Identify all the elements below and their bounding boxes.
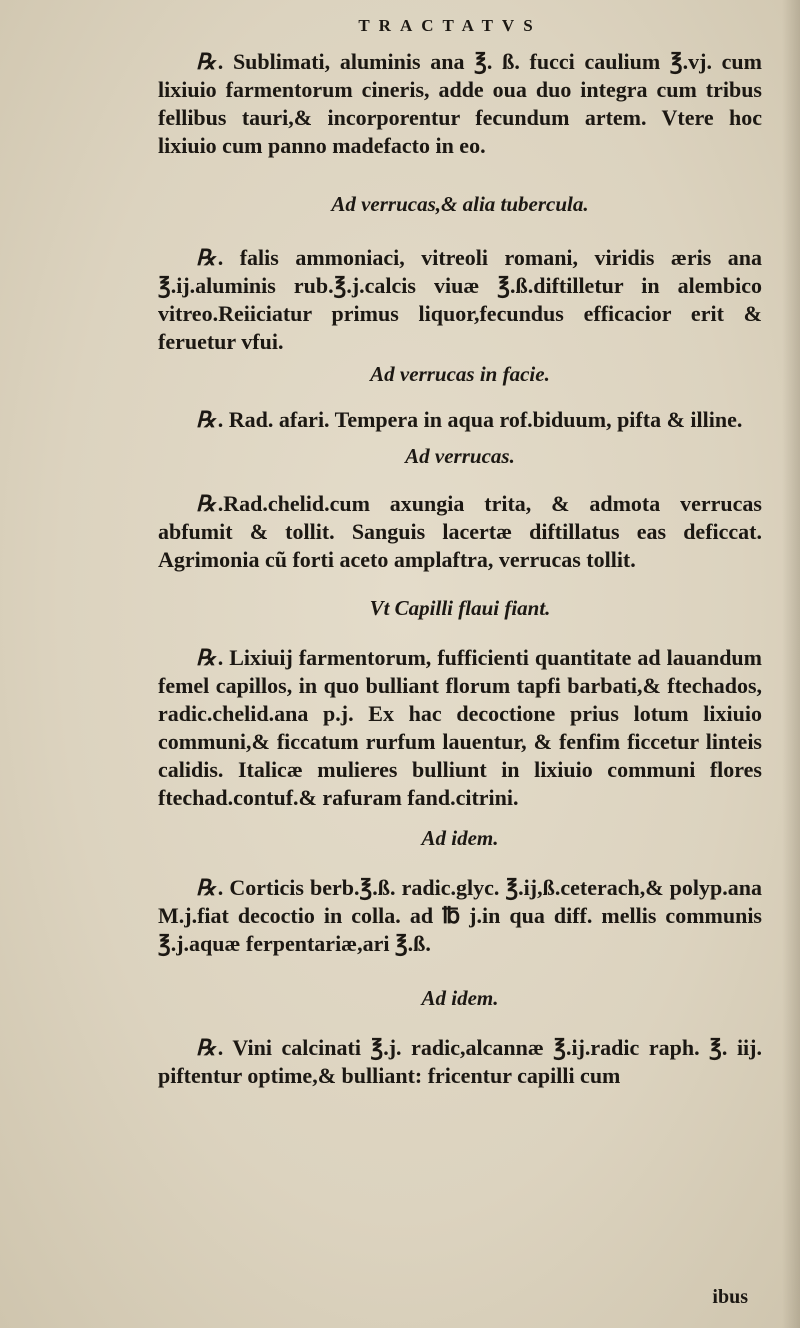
recipe-paragraph: [158, 874, 762, 958]
recipe-text: . Corticis berb.℥.ß. radic.glyc. ℥.ij,ß.ceterach,& polyp.ana M.j.fiat decoctio in colla. ad ℔ j.in qua diff. mellis communis ℥.j.aquæ ferpentariæ,ari ℥.ß.: [158, 875, 762, 956]
section-heading: Ad verrucas,& alia tubercula.: [331, 192, 589, 216]
running-head: TRACTATVS: [358, 16, 542, 35]
recipe-paragraph: [158, 490, 762, 574]
recipe-text: .Rad.chelid.cum axungia trita, & admota verrucas abfumit & tollit. Sanguis lacertæ diftillatus eas deficcat. Agrimonia cũ forti aceto amplaftra, verrucas tollit.: [158, 491, 762, 572]
section-heading: Vt Capilli flaui fiant.: [369, 596, 551, 620]
catchword: ibus: [712, 1286, 748, 1308]
recipe-paragraph: [158, 244, 762, 356]
recipe-symbol: ℞: [196, 407, 216, 433]
recipe-paragraph: [158, 644, 762, 812]
recipe-text: . Vini calcinati ℥.j. radic,alcannæ ℥.ij.radic raph. ℥. iij. piftentur optime,& bulliant: fricentur capilli cum: [158, 1035, 762, 1088]
recipe-text: . Sublimati, aluminis ana ℥. ß. fucci caulium ℥.vj. cum lixiuio farmentorum cineris, adde oua duo integra cum tribus fellibus tauri,& incorporentur fecundum artem. Vtere hoc lixiuio cum panno madefacto in eo.: [158, 49, 762, 158]
recipe-text: . Rad. afari. Tempera in aqua rof.biduum, pifta & illine.: [217, 407, 743, 432]
section-heading: Ad verrucas.: [405, 444, 515, 468]
recipe-symbol: ℞: [196, 245, 216, 271]
section-heading: Ad verrucas in facie.: [370, 362, 550, 386]
recipe-text: . Lixiuij farmentorum, fufficienti quantitate ad lauandum femel capillos, in quo bulliant florum tapfi barbati,& ftechados, radic.chelid.ana p.j. Ex hac decoctione prius lotum lixiuio communi,& ficcatum rurfum lauentur, & fenfim ficcetur linteis calidis. Italicæ mulieres bulliunt in lixiuio communi flores ftechad.contuf.& rafuram fand.citrini.: [158, 645, 762, 810]
recipe-symbol: ℞: [196, 645, 216, 671]
recipe-symbol: ℞: [196, 491, 216, 517]
recipe-paragraph: [158, 406, 762, 434]
recipe-symbol: ℞: [196, 49, 216, 75]
page-edge-shadow: [782, 0, 800, 1328]
recipe-text: . falis ammoniaci, vitreoli romani, viridis æris ana ℥.ij.aluminis rub.℥.j.calcis viuæ ℥.ß.diftilletur in alembico vitreo.Reiiciatur primus liquor,fecundus efficacior erit & feruetur vfui.: [158, 245, 762, 354]
recipe-symbol: ℞: [196, 1035, 216, 1061]
recipe-paragraph: [158, 48, 762, 160]
recipe-symbol: ℞: [196, 875, 216, 901]
section-heading: Ad idem.: [421, 826, 499, 850]
section-heading: Ad idem.: [421, 986, 499, 1010]
recipe-paragraph: [158, 1034, 762, 1090]
